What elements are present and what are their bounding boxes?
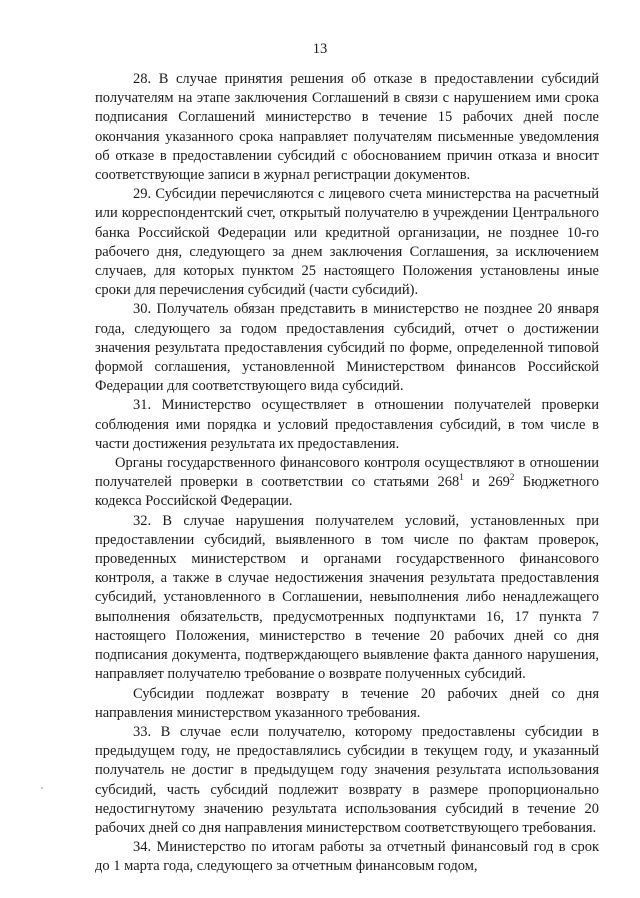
superscript-2: 2 xyxy=(509,472,515,483)
paragraph-32: 32. В случае нарушения получателем условий, установленных при предоставлении субсидий, выявленного в том числе по фактам проверок, проведенных министерством и органами государственного финансового контроля, а также в случае недостижения значения результата предоставления субсидий, установленного в Соглашении, невыполнения либо ненадлежащего выполнения обязательств, предусмотренных подпунктами 16, 17 пункта 7 настоящего Положения, министерство в течение 20 рабочих дней со дня подписания документа, подтверждающего выявление факта данного нарушения, направляет получателю требование о возврате полученных субсидий. xyxy=(95,512,599,683)
paragraph-30: 30. Получатель обязан представить в министерство не позднее 20 января года, следующего за годом предоставления субсидий, отчет о достижении значения результата предоставления субсидий по форме, определенной типовой формой соглашения, установленной Министерством финансов Российской Федерации для соответствующего вида субсидий. xyxy=(95,301,599,395)
paragraph-31b-text-start: Органы государственного финансового контроля осуществляют в отношении получателей проверки в соответствии со статьями 268 xyxy=(95,455,599,491)
paragraph-31b-text-end: Бюджетного кодекса Российской Федерации. xyxy=(95,474,599,510)
scan-speck xyxy=(41,787,43,789)
superscript-1: 1 xyxy=(459,472,464,483)
page-number: 13 xyxy=(312,41,328,57)
paragraph-31-control-bodies xyxy=(95,454,599,512)
document-body xyxy=(95,70,599,877)
paragraph-33: 33. В случае если получателю, которому предоставлены субсидии в предыдущем году, не предоставлялись субсидии в текущем году, и указанный получатель не достиг в предыдущем году значения результата использования субсидий, часть субсидий подлежит возврату в размере пропорционально недостигнутому значению результата использования субсидий в течение 20 рабочих дней со дня направления министерством соответствующего требования. xyxy=(95,723,599,836)
paragraph-28: 28. В случае принятия решения об отказе в предоставлении субсидий получателям на этапе заключения Соглашений в связи с нарушением ими срока подписания Соглашений министерство в течение 15 рабочих дней после окончания указанного срока направляет получателям письменные уведомления об отказе в предоставлении субсидий с обоснованием причин отказа и вносит соответствующие записи в журнал регистрации документов. xyxy=(95,71,599,184)
paragraph-29: 29. Субсидии перечисляются с лицевого счета министерства на расчетный или корреспондентский счет, открытый получателю в учреждении Центрального банка Российской Федерации или кредитной организации, не позднее 10-го рабочего дня, следующего за днем заключения Соглашения, за исключением случаев, для которых пунктом 25 настоящего Положения установлены иные сроки для перечисления субсидий (части субсидий). xyxy=(95,186,599,299)
paragraph-34: 34. Министерство по итогам работы за отчетный финансовый год в срок до 1 марта года, следующего за отчетным финансовым годом, xyxy=(95,839,599,875)
paragraph-32-return: Субсидии подлежат возврату в течение 20 рабочих дней со дня направления министерством указанного требования. xyxy=(95,685,599,721)
paragraph-31: 31. Министерство осуществляет в отношении получателей проверки соблюдения ими порядка и условий предоставления субсидий, в том числе в части достижения результата их предоставления. xyxy=(95,397,599,452)
paragraph-31b-text-mid: и 269 xyxy=(463,474,510,491)
